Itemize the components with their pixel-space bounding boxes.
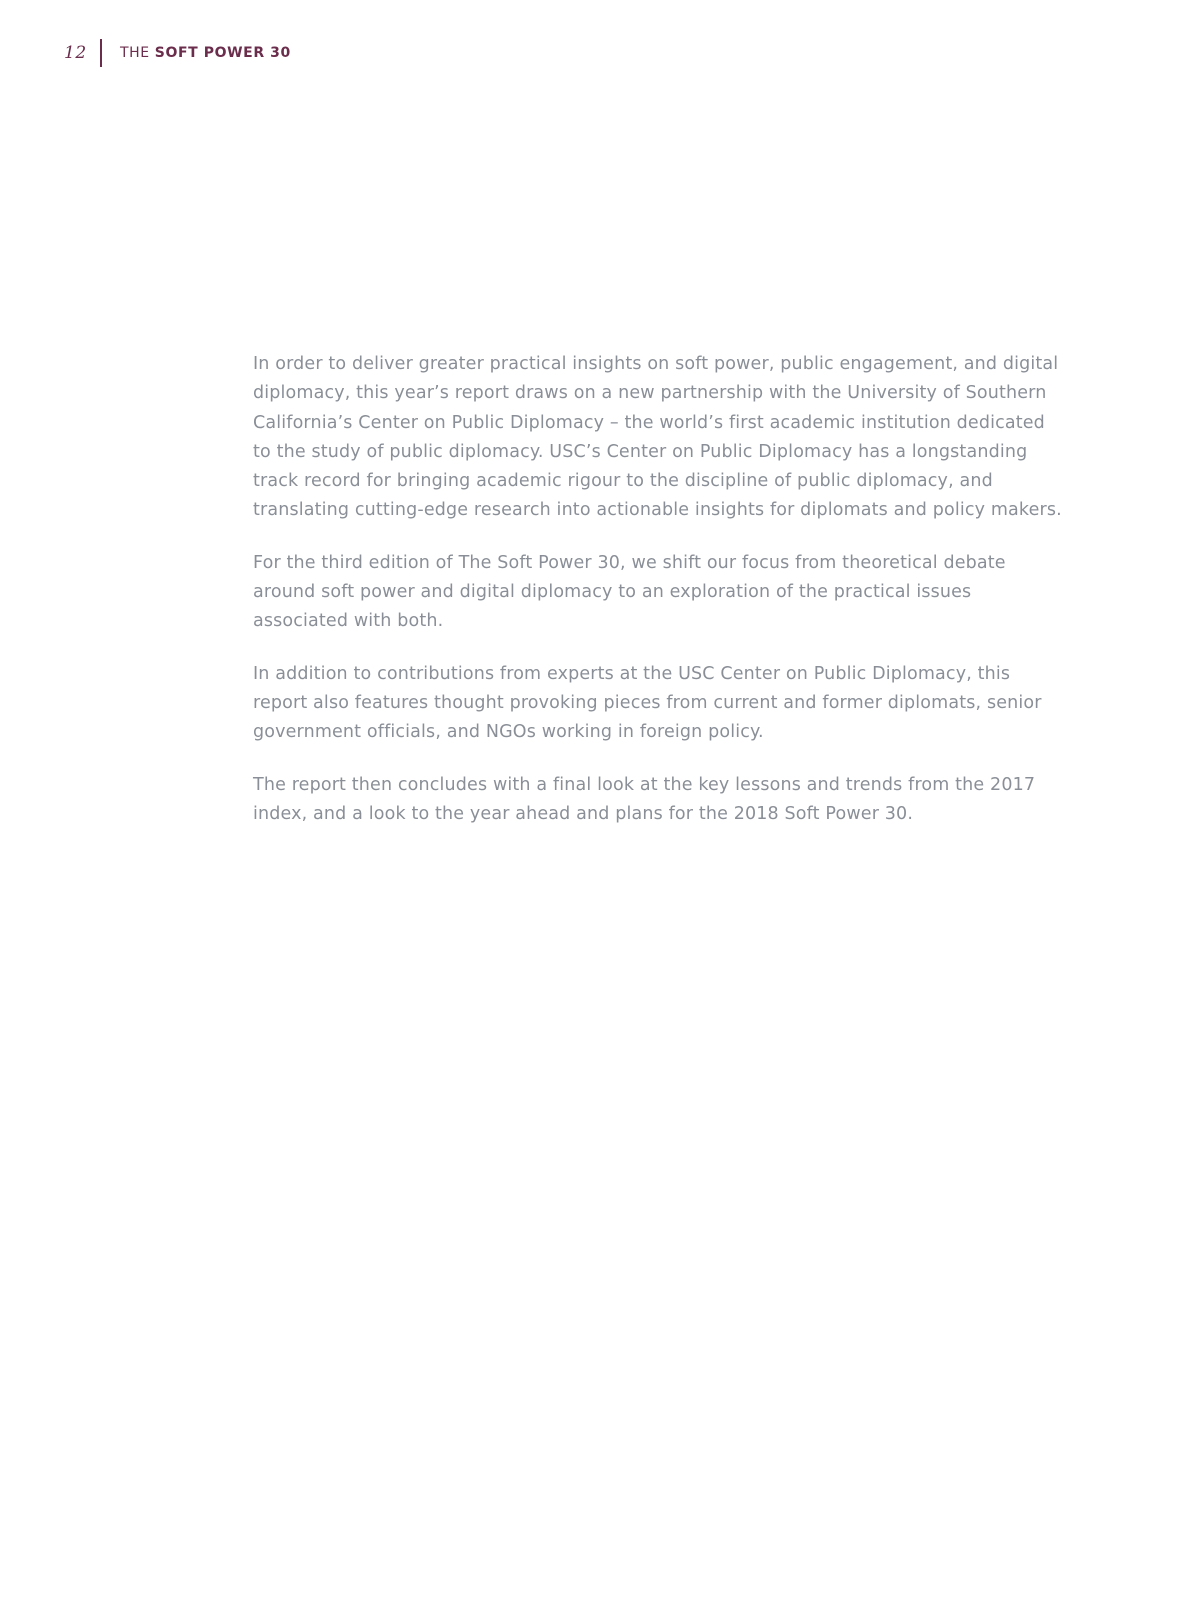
publication-title — [120, 45, 291, 61]
paragraph: In order to deliver greater practical insights on soft power, public engagement, and digital diplomacy, this year’s report draws on a new partnership with the University of Southern California’s Center on Public Diplomacy – the world’s first academic institution dedicated to the study of public diplomacy. USC’s Center on Public Diplomacy has a longstanding track record for bringing academic rigour to the discipline of public diplomacy, and translating cutting-edge research into actionable insights for diplomats and policy makers. — [253, 354, 1062, 521]
page-number: 12 — [64, 43, 87, 63]
publication-title-prefix: THE — [120, 45, 155, 61]
publication-title-main: SOFT POWER 30 — [154, 45, 291, 61]
running-header — [64, 38, 291, 68]
paragraph: In addition to contributions from experts at the USC Center on Public Diplomacy, this report also features thought provoking pieces from current and former diplomats, senior government officials, and NGOs working in foreign policy. — [253, 663, 1042, 743]
paragraph: For the third edition of The Soft Power 30, we shift our focus from theoretical debate around soft power and digital diplomacy to an exploration of the practical issues associated with both. — [253, 552, 1006, 632]
paragraph: The report then concludes with a final look at the key lessons and trends from the 2017 index, and a look to the year ahead and plans for the 2018 Soft Power 30. — [253, 774, 1036, 824]
header-divider — [100, 39, 102, 67]
body-text — [253, 350, 1063, 852]
